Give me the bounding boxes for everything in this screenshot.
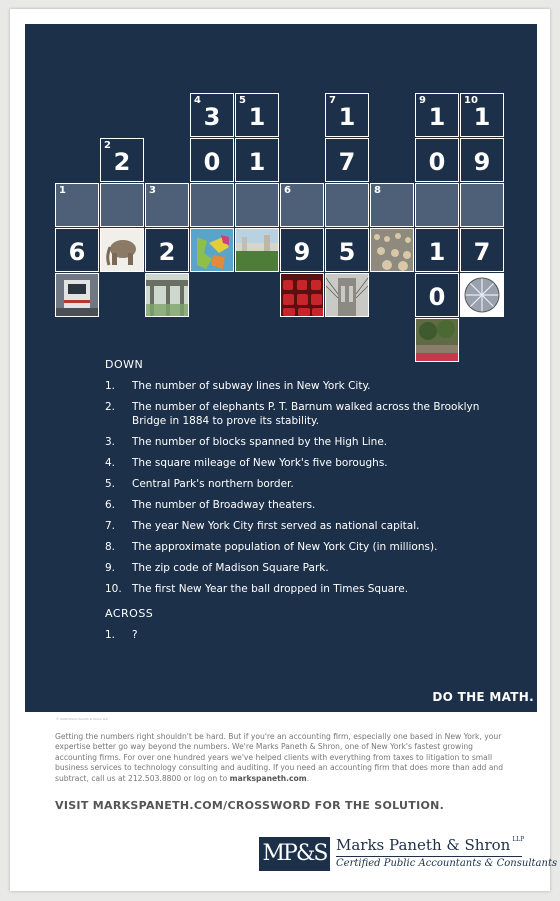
visit-crossword-link[interactable]: VISIT MARKSPANETH.COM/CROSSWORD FOR THE SOLUTION. (55, 799, 445, 812)
across-heading: ACROSS (105, 607, 154, 620)
high-line-photo (145, 273, 189, 317)
down-clue (105, 582, 505, 596)
logo-firm-name: Marks Paneth & Shron (336, 836, 511, 854)
brooklyn-bridge-photo-image (326, 274, 368, 316)
down-clue (105, 456, 505, 470)
grid-cell (190, 138, 234, 182)
cell-digit: 9 (293, 238, 311, 266)
cell-digit: 7 (338, 148, 356, 176)
cell-digit: 1 (428, 103, 446, 131)
clue-index: 1. (105, 629, 116, 641)
clue-number: 4 (194, 95, 201, 106)
subway-train-photo (55, 273, 99, 317)
clue-text: The first New Year the ball dropped in Times Square. (132, 583, 409, 595)
logo-subtitle: Certified Public Accountants & Consultants (336, 858, 558, 869)
grid-cell (55, 228, 99, 272)
clue-number: 7 (329, 95, 336, 106)
logo-llp: LLP (512, 836, 525, 843)
grid-cell (100, 138, 144, 182)
across-cell (100, 183, 144, 227)
clues-section (105, 358, 505, 649)
clue-index: 3. (105, 436, 116, 448)
grid-cell (325, 228, 369, 272)
down-heading: DOWN (105, 358, 144, 371)
borough-map-image (191, 229, 233, 271)
clue-text: The square mileage of New York's five boroughs. (132, 457, 388, 469)
clue-number: 6 (284, 185, 291, 196)
down-clue (105, 519, 505, 533)
copyright-text: © 2009 Marks Paneth & Shron LLP (56, 717, 108, 721)
cell-digit: 2 (113, 148, 131, 176)
crowd-photo (370, 228, 414, 272)
body-paragraph-text: Getting the numbers right shouldn't be hard. But if you're an accounting firm, especially one based in New York, your expertise better go way beyond the numbers. We're Marks Paneth & Shron, one of New York's fastest growing accounting firms. For over one hundred years we've helped clients with everything from taxes to litigation to small business services to technology consulting and auditing. If you need an accounting firm that does more than add and subtract, call us at 212.503.8800 or log on to (55, 732, 504, 783)
theater-seats-photo-image (281, 274, 323, 316)
down-clue (105, 477, 505, 491)
grid-cell (415, 228, 459, 272)
cell-digit: 7 (473, 238, 491, 266)
cell-digit: 1 (248, 103, 266, 131)
clue-number: 9 (419, 95, 426, 106)
clue-text: The year New York City first served as national capital. (132, 520, 420, 532)
across-cell (55, 183, 99, 227)
clue-number: 3 (149, 185, 156, 196)
subway-train-photo-image (56, 274, 98, 316)
elephant-photo (100, 228, 144, 272)
clue-text: The approximate population of New York City (in millions). (132, 541, 438, 553)
logo-rule (336, 856, 522, 857)
cell-digit: 0 (428, 283, 446, 311)
grid-cell (415, 93, 459, 137)
clue-text: The number of Broadway theaters. (132, 499, 316, 511)
high-line-photo-image (146, 274, 188, 316)
clue-text: The number of subway lines in New York City. (132, 380, 371, 392)
brooklyn-bridge-photo (325, 273, 369, 317)
clue-index: 5. (105, 478, 116, 490)
times-square-ball-photo (460, 273, 504, 317)
cell-digit: 9 (473, 148, 491, 176)
across-cell (280, 183, 324, 227)
clue-index: 4. (105, 457, 116, 469)
cell-digit: 0 (203, 148, 221, 176)
central-park-photo-image (236, 229, 278, 271)
down-clue (105, 400, 505, 428)
clue-number: 2 (104, 140, 111, 151)
down-clue (105, 561, 505, 575)
grid-cell (415, 273, 459, 317)
body-period: . (306, 773, 310, 783)
grid-cell (460, 138, 504, 182)
clue-number: 10 (464, 95, 478, 106)
theater-seats-photo (280, 273, 324, 317)
across-cell (190, 183, 234, 227)
clue-text: ? (132, 629, 138, 641)
cell-digit: 1 (338, 103, 356, 131)
grid-cell (325, 138, 369, 182)
cell-digit: 1 (248, 148, 266, 176)
clue-text: The zip code of Madison Square Park. (132, 562, 329, 574)
grid-cell (280, 228, 324, 272)
madison-square-park-photo-image (416, 319, 458, 361)
clue-index: 1. (105, 380, 116, 392)
clue-number: 8 (374, 185, 381, 196)
clue-index: 7. (105, 520, 116, 532)
central-park-photo (235, 228, 279, 272)
across-cell (415, 183, 459, 227)
clue-index: 8. (105, 541, 116, 553)
grid-cell (325, 93, 369, 137)
grid-cell (235, 138, 279, 182)
times-square-ball-photo-image (461, 274, 503, 316)
across-cell (370, 183, 414, 227)
grid-cell (190, 93, 234, 137)
across-cell (145, 183, 189, 227)
grid-cell (145, 228, 189, 272)
cell-digit: 5 (338, 238, 356, 266)
across-clue (105, 628, 505, 642)
crowd-photo-image (371, 229, 413, 271)
logo-name (336, 836, 524, 854)
cell-digit: 1 (473, 103, 491, 131)
tagline: DO THE MATH. (432, 690, 534, 704)
clue-index: 9. (105, 562, 116, 574)
across-clue-list (105, 628, 505, 642)
across-cell (460, 183, 504, 227)
cell-digit: 2 (158, 238, 176, 266)
website-link[interactable]: markspaneth.com (229, 773, 307, 783)
grid-cell (415, 138, 459, 182)
cell-digit: 1 (428, 238, 446, 266)
logo-monogram: MP&S (259, 837, 330, 871)
grid-cell (460, 93, 504, 137)
body-paragraph (55, 732, 515, 784)
down-clue-list (105, 379, 505, 596)
clue-text: The number of blocks spanned by the High Line. (132, 436, 388, 448)
borough-map (190, 228, 234, 272)
grid-cell (460, 228, 504, 272)
clue-text: The number of elephants P. T. Barnum walked across the Brooklyn Bridge in 1884 to prove its stability. (132, 401, 480, 427)
down-clue (105, 498, 505, 512)
down-clue (105, 540, 505, 554)
down-clue (105, 379, 505, 393)
madison-square-park-photo (415, 318, 459, 362)
clue-text: Central Park's northern border. (132, 478, 294, 490)
clue-index: 6. (105, 499, 116, 511)
across-cell (235, 183, 279, 227)
clue-number: 1 (59, 185, 66, 196)
across-cell (325, 183, 369, 227)
down-clue (105, 435, 505, 449)
clue-index: 2. (105, 401, 116, 413)
cell-digit: 6 (68, 238, 86, 266)
grid-cell (235, 93, 279, 137)
elephant-photo-image (101, 229, 143, 271)
clue-number: 5 (239, 95, 246, 106)
cell-digit: 0 (428, 148, 446, 176)
cell-digit: 3 (203, 103, 221, 131)
clue-index: 10. (105, 583, 122, 595)
